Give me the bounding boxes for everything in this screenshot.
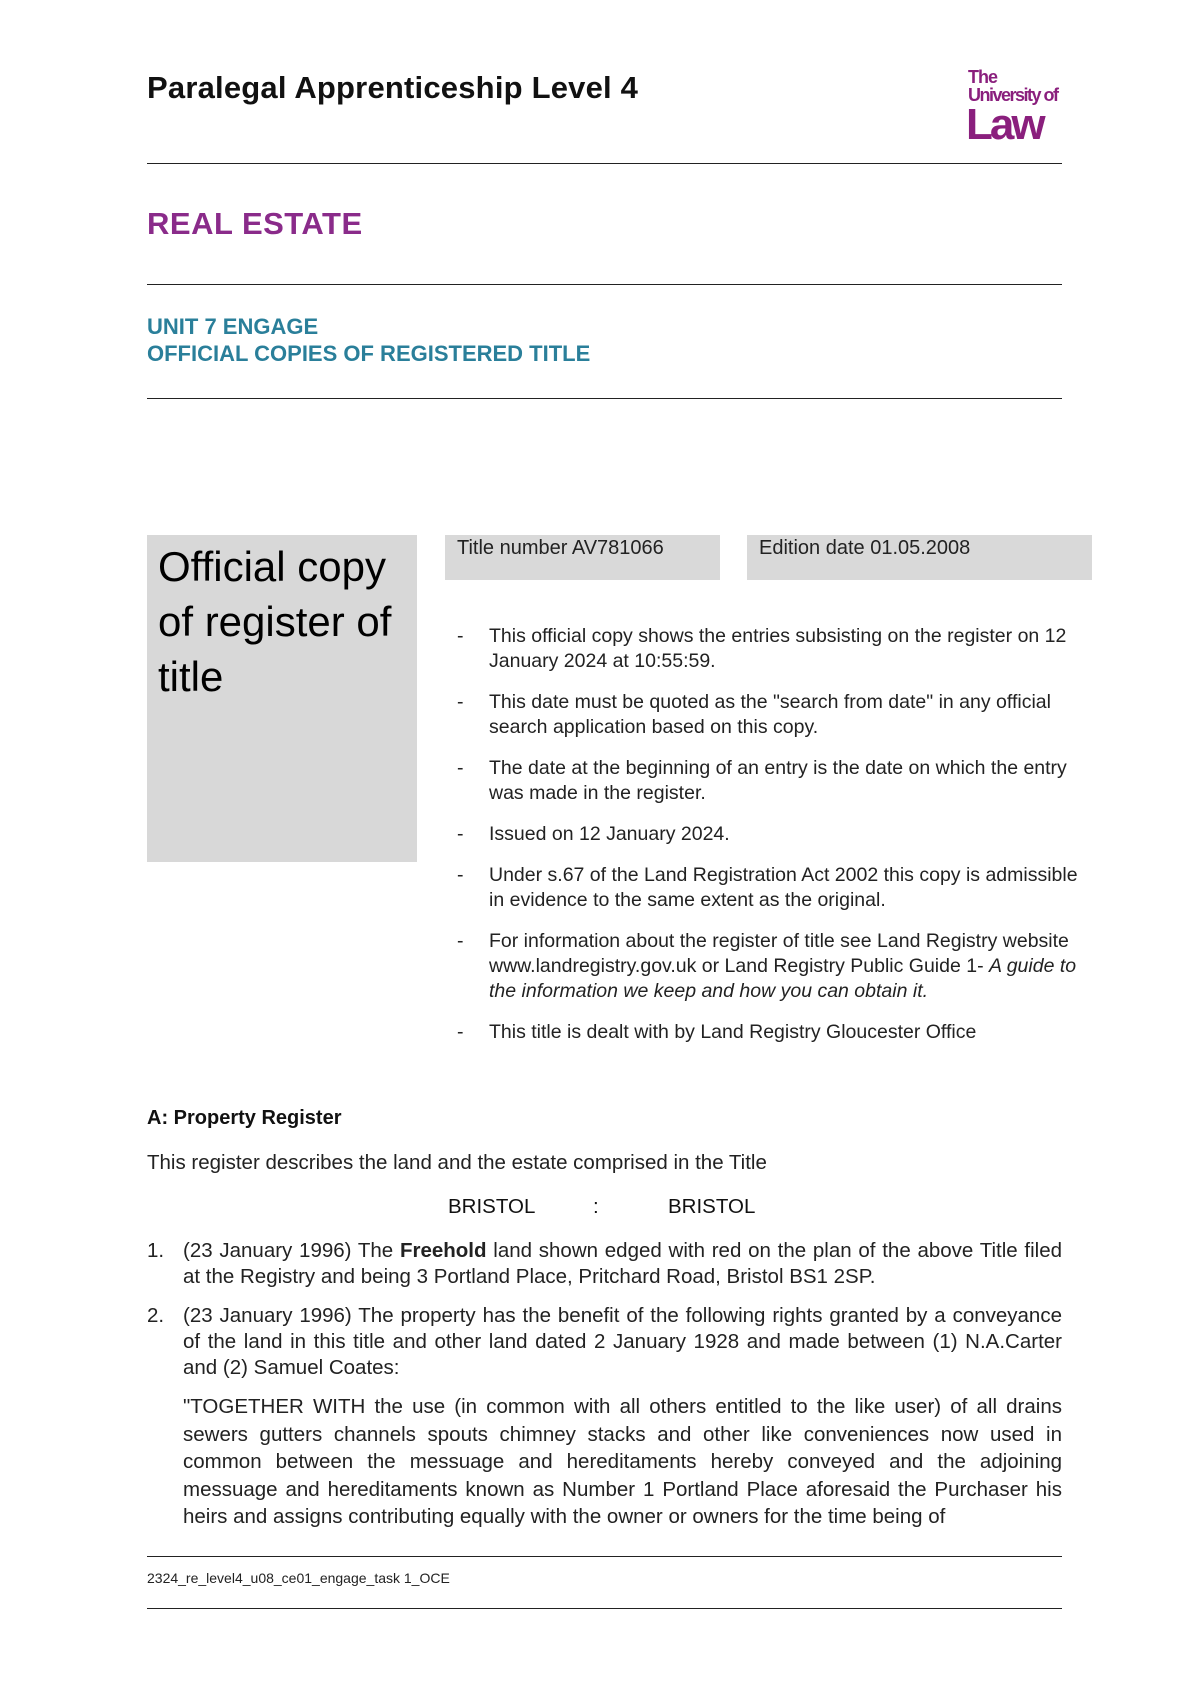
official-copy-heading: Official copy of register of title — [158, 543, 392, 700]
note-item: - For information about the register of title see Land Registry website www.landregistry.gov.uk or Land Registry Public Guide 1- A guide to the information we keep and how you can obtain it. — [455, 929, 1095, 1004]
entry-number: 2. — [147, 1304, 165, 1327]
note-item: - This title is dealt with by Land Registry Gloucester Office — [455, 1020, 1095, 1045]
register-description: This register describes the land and the estate comprised in the Title — [147, 1151, 767, 1174]
divider — [147, 398, 1062, 399]
note-item: - Under s.67 of the Land Registration Act 2002 this copy is admissible in evidence to the same extent as the original. — [455, 863, 1095, 913]
conveyance-quote: "TOGETHER WITH the use (in common with all others entitled to the like user) of all drains sewers gutters channels spouts chimney stacks and other like conveniences now used in common between the messuage and hereditaments hereby conveyed and the adjoining messuage and hereditaments known as Number 1 Portland Place aforesaid the Purchaser his heirs and assigns contributing equally with the owner or owners for the time being of — [183, 1395, 1062, 1528]
divider — [147, 284, 1062, 285]
location-district: BRISTOL — [668, 1195, 756, 1218]
footer-reference: 2324_re_level4_u08_ce01_engage_task 1_OCE — [147, 1570, 450, 1586]
title-number-field: Title number AV781066 — [445, 535, 720, 580]
note-item: - The date at the beginning of an entry is the date on which the entry was made in the register. — [455, 756, 1095, 806]
unit-subtitle: OFFICIAL COPIES OF REGISTERED TITLE — [147, 341, 591, 366]
note-item: - This official copy shows the entries subsisting on the register on 12 January 2024 at 10:55:59. — [455, 624, 1095, 674]
register-entry — [147, 1303, 1062, 1381]
logo-line-university: University of — [968, 85, 1058, 105]
property-register-heading: A: Property Register — [147, 1107, 342, 1129]
note-item: - This date must be quoted as the "search from date" in any official search application based on this copy. — [455, 690, 1095, 740]
location-county: BRISTOL — [448, 1195, 536, 1218]
logo-line-the: The — [968, 67, 998, 87]
entry-text: (23 January 1996) The Freehold land shown edged with red on the plan of the above Title filed at the Registry and being 3 Portland Place, Pritchard Road, Bristol BS1 2SP. — [183, 1239, 1063, 1288]
unit-title: UNIT 7 ENGAGE — [147, 314, 319, 339]
entry-text: (23 January 1996) The property has the benefit of the following rights granted by a conveyance of the land in this title and other land dated 2 January 1928 and made between (1) N.A.Carter and (2) Samuel Coates: — [183, 1304, 1062, 1379]
divider — [147, 163, 1062, 164]
register-entry — [147, 1238, 1062, 1290]
note-item: - Issued on 12 January 2024. — [455, 822, 1095, 847]
guide-title: A guide to the information we keep and how you can obtain it. — [489, 955, 1077, 1002]
entry-number: 1. — [147, 1239, 165, 1262]
location-separator: : — [593, 1195, 599, 1218]
edition-date-field: Edition date 01.05.2008 — [747, 535, 1092, 580]
footer-divider — [147, 1556, 1062, 1557]
official-copy-heading-box — [147, 535, 417, 862]
footer-divider — [147, 1608, 1062, 1609]
official-copy-notes — [455, 624, 1095, 1061]
university-of-law-logo — [966, 68, 1058, 148]
document-title: Paralegal Apprenticeship Level 4 — [147, 70, 639, 105]
logo-line-law: Law — [966, 100, 1043, 149]
subject-heading: REAL ESTATE — [147, 206, 363, 241]
